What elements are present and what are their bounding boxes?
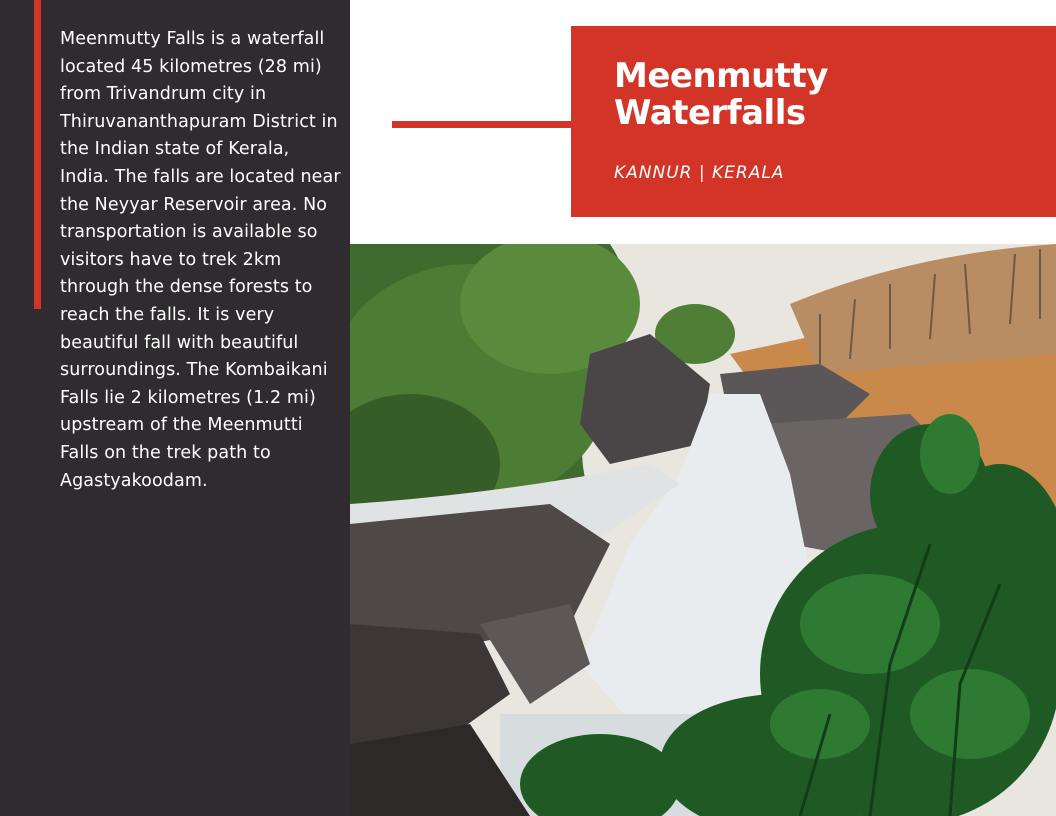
title-card — [571, 26, 1056, 217]
title-line-2: Waterfalls — [614, 93, 806, 133]
sidebar-panel — [0, 0, 350, 816]
waterfall-illustration — [350, 244, 1056, 816]
location-subtitle: KANNUR | KERALA — [614, 163, 785, 183]
page-title — [614, 58, 828, 132]
sidebar-accent-bar — [34, 0, 41, 309]
title-line-1: Meenmutty — [614, 56, 828, 96]
waterfall-photo — [350, 244, 1056, 816]
title-connector-line — [392, 121, 572, 128]
waterfall-description: Meenmutty Falls is a waterfall located 45 kilometres (28 mi) from Trivandrum city in Thiruvananthapuram District in the Indian state of Kerala, India. The falls are located near the Neyyar Reservoir area. No transportation is available so visitors have to trek 2km through the dense forests to reach the falls. It is very beautiful fall with beautiful surroundings. The Kombaikani Falls lie 2 kilometres (1.2 mi) upstream of the Meenmutti Falls on the trek path to Agastyakoodam. — [60, 29, 341, 491]
